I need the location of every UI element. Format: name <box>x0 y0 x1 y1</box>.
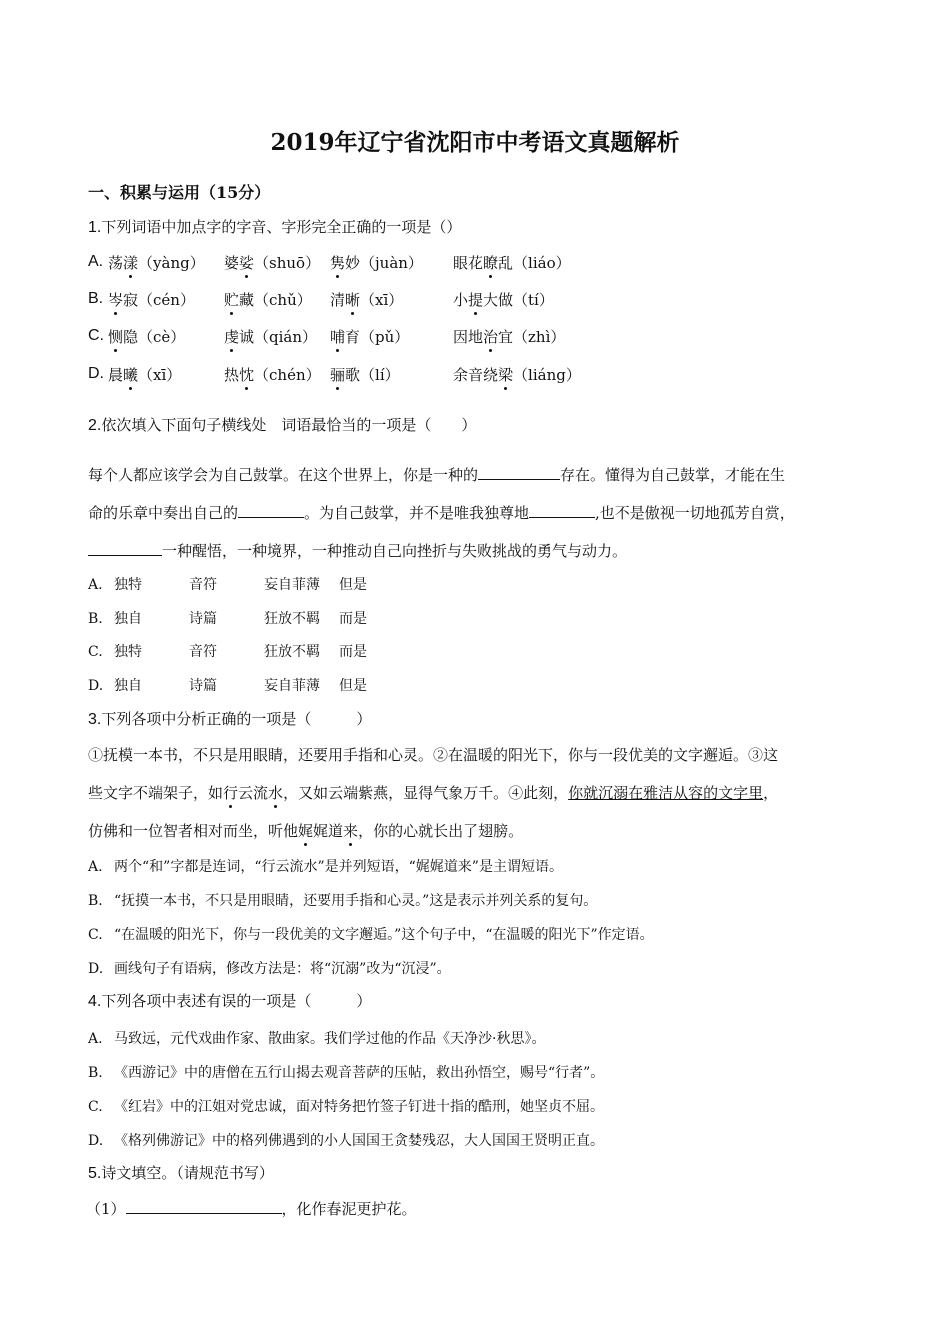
option-label: B. <box>88 611 103 627</box>
word-item <box>224 252 320 273</box>
question-number: 3. <box>88 711 102 728</box>
word-item <box>108 289 195 310</box>
option-word: 妄自菲薄 <box>264 678 320 694</box>
option-row <box>88 1130 604 1150</box>
dotted-char: 娓 <box>298 822 314 840</box>
option-text: 画线句子有语病，修改方法是：将“沉溺”改为“沉浸”。 <box>114 961 451 977</box>
option-label: A. <box>88 1031 103 1047</box>
option-row <box>88 289 110 308</box>
option-text: “抚摸一本书，不只是用眼睛，还要用手指和心灵。”这是表示并列关系的复句。 <box>114 893 598 909</box>
dotted-char: 漾 <box>123 254 139 272</box>
option-word: 独自 <box>114 611 142 627</box>
dotted-char: 贮 <box>224 291 240 309</box>
question-5-stem <box>88 1162 274 1183</box>
word-item <box>224 364 321 385</box>
dotted-char: 提 <box>468 291 484 309</box>
question-text: 下列词语中加点字的字音、字形完全正确的一项是（） <box>101 218 462 236</box>
word-pinyin: （yàng） <box>138 254 205 272</box>
passage-line: ①抚模一本书，不只是用眼睛，还要用手指和心灵。②在温暖的阳光下，你与一段优美的文字邂逅。③这 <box>88 746 779 764</box>
option-text: 两个“和”字都是连词，“行云流水”是并列短语，“娓娓道来”是主谓短语。 <box>114 859 563 875</box>
dotted-char: 曦 <box>123 366 139 384</box>
question-number: 1. <box>88 219 102 236</box>
word-pinyin: （shuō） <box>254 254 321 272</box>
option-text: 《格列佛游记》中的格列佛遇到的小人国国王贪婪残忍，大人国国王贤明正直。 <box>114 1133 604 1149</box>
word-pinyin: 隐（cè） <box>123 328 186 346</box>
word-pre: 热 <box>224 366 240 384</box>
question-1-stem <box>88 216 461 237</box>
word-item <box>453 252 571 273</box>
option-label: D. <box>88 961 104 977</box>
question-number: 5. <box>88 1165 102 1182</box>
word-item <box>108 326 185 347</box>
word-pre: 清 <box>330 291 346 309</box>
word-pinyin: （liáng） <box>513 366 581 384</box>
option-label: C. <box>88 1099 103 1115</box>
word-item <box>453 326 565 347</box>
dotted-char: 忱 <box>239 366 255 384</box>
word-item <box>330 289 403 310</box>
dotted-char: 瞭 <box>483 254 499 272</box>
option-label: D. <box>88 678 104 694</box>
option-label: D. <box>88 365 104 382</box>
dotted-char: 晰 <box>345 291 361 309</box>
word-pre: 小 <box>453 291 469 309</box>
word-item <box>453 289 554 310</box>
dotted-char: 哺 <box>330 328 346 346</box>
question-2-stem <box>88 414 476 435</box>
option-label: C. <box>88 927 103 943</box>
question-number: 2. <box>88 417 102 434</box>
option-row <box>88 958 451 978</box>
passage-line: 仿佛和一位智者相对而坐，听他娓娓道来，你的心就长出了翅膀。 <box>88 822 524 840</box>
option-word: 而是 <box>339 611 367 627</box>
word-pre: 婆 <box>224 254 240 272</box>
word-pinyin: （xī） <box>360 291 404 309</box>
word-item <box>330 326 409 347</box>
option-word: 妄自菲薄 <box>264 577 320 593</box>
dotted-char: 行 <box>223 784 239 802</box>
dotted-char: 岑 <box>108 291 124 309</box>
option-row <box>88 364 110 383</box>
question-4-stem <box>88 990 371 1011</box>
word-pre: 眼花 <box>453 254 484 272</box>
fill-blank <box>238 503 304 518</box>
option-label: C. <box>88 327 104 344</box>
passage-line: 每个人都应该学会为自己鼓掌。在这个世界上，你是一种的 存在。懂得为自己鼓掌，才能在生 <box>88 466 786 484</box>
dotted-char: 隽 <box>330 254 346 272</box>
passage-line: 些文字不端架子，如行云流水，又如云端紫燕，显得气象万千。④此刻，你就沉溺在雅洁从容的文字里， <box>88 784 779 802</box>
word-pre: 荡 <box>108 254 124 272</box>
option-word: 狂放不羁 <box>264 644 320 660</box>
question-3-stem <box>88 708 371 729</box>
dotted-char: 虔 <box>224 328 240 346</box>
word-item <box>224 326 317 347</box>
word-pre: 余音绕 <box>453 366 499 384</box>
dotted-char: 来 <box>343 822 359 840</box>
dotted-char: 恻 <box>108 328 124 346</box>
option-text: 马致远，元代戏曲作家、散曲家。我们学过他的作品《天净沙·秋思》。 <box>114 1031 546 1047</box>
option-row <box>88 641 414 661</box>
fill-blank <box>88 541 162 556</box>
question-text: 下列各项中分析正确的一项是（ ） <box>101 710 372 728</box>
option-word: 音符 <box>189 644 217 660</box>
option-word: 独自 <box>114 678 142 694</box>
option-word: 诗篇 <box>189 611 217 627</box>
word-pinyin: 妙（juàn） <box>345 254 423 272</box>
option-word: 但是 <box>339 678 367 694</box>
option-label: A. <box>88 859 103 875</box>
option-row <box>88 890 597 910</box>
dotted-char: 水 <box>268 784 284 802</box>
option-text: “在温暖的阳光下，你与一段优美的文字邂逅。”这个句子中，“在温暖的阳光下”作定语。 <box>114 927 654 943</box>
option-word: 独特 <box>114 577 142 593</box>
question-text: 下列各项中表述有误的一项是（ ） <box>101 992 372 1010</box>
option-word: 音符 <box>189 577 217 593</box>
option-word: 狂放不羁 <box>264 611 320 627</box>
word-pinyin: 育（pǔ） <box>345 328 410 346</box>
option-row <box>88 574 414 594</box>
word-pinyin: （xī） <box>138 366 182 384</box>
word-item <box>453 364 581 385</box>
section-heading: 一、积累与运用（15分） <box>88 183 271 202</box>
option-text: 《西游记》中的唐僧在五行山揭去观音菩萨的压帖，救出孙悟空，赐号“行者”。 <box>114 1065 605 1081</box>
option-row <box>88 1028 545 1048</box>
option-row <box>88 1062 604 1082</box>
option-label: B. <box>88 290 104 307</box>
word-item <box>108 252 205 273</box>
dotted-char: 骊 <box>330 366 346 384</box>
word-item <box>330 364 400 385</box>
option-word: 独特 <box>114 644 142 660</box>
option-label: C. <box>88 644 103 660</box>
question-text: 依次填入下面句子横线处 词语最恰当的一项是（ ） <box>101 416 477 434</box>
dotted-char: 治 <box>483 328 499 346</box>
option-word: 而是 <box>339 644 367 660</box>
option-row <box>88 675 414 695</box>
option-label: A. <box>88 577 103 593</box>
option-row <box>88 608 414 628</box>
fill-blank <box>478 465 560 480</box>
option-word: 但是 <box>339 577 367 593</box>
question-number: 4. <box>88 993 102 1010</box>
passage-line: 命的乐章中奏出自己的 。为自己鼓掌，并不是唯我独尊地 ,也不是傲视一切地孤芳自赏， <box>88 504 795 522</box>
word-pinyin: 歌（lí） <box>345 366 400 384</box>
word-pinyin: 藏（chǔ） <box>239 291 312 309</box>
option-label: D. <box>88 1133 104 1149</box>
option-row <box>88 252 110 271</box>
word-item <box>224 289 312 310</box>
dotted-char: 娑 <box>239 254 255 272</box>
word-pre: 因地 <box>453 328 484 346</box>
fill-blank <box>126 1199 282 1214</box>
word-item <box>108 364 181 385</box>
word-pinyin: 乱（liáo） <box>498 254 571 272</box>
word-pinyin: 诚（qián） <box>239 328 318 346</box>
dotted-char: 梁 <box>498 366 514 384</box>
option-label: A. <box>88 253 104 270</box>
question-text: 诗文填空。（请规范书写） <box>101 1164 274 1182</box>
page-title: 2019年辽宁省沈阳市中考语文真题解析 <box>270 129 680 156</box>
option-row <box>88 856 563 876</box>
option-label: B. <box>88 893 103 909</box>
word-pinyin: 大做（tí） <box>483 291 554 309</box>
option-text: 《红岩》中的江姐对党忠诚，面对特务把竹签子钉进十指的酷刑，她坚贞不屈。 <box>114 1099 604 1115</box>
option-word: 诗篇 <box>189 678 217 694</box>
option-row <box>88 1096 604 1116</box>
word-pinyin: （chén） <box>254 366 321 384</box>
underlined-sentence: 你就沉溺在雅洁从容的文字里 <box>568 784 764 802</box>
option-label: B. <box>88 1065 103 1081</box>
word-pinyin: 寂（cén） <box>123 291 195 309</box>
passage-line: 一种醒悟，一种境界，一种推动自己向挫折与失败挑战的勇气与动力。 <box>88 540 627 561</box>
word-pinyin: 宜（zhì） <box>498 328 566 346</box>
word-item <box>330 252 423 273</box>
word-pre: 晨 <box>108 366 124 384</box>
option-row <box>88 924 654 944</box>
fill-blank <box>529 503 595 518</box>
poem-fill-line: （1） ，化作春泥更护花。 <box>86 1200 417 1218</box>
option-row <box>88 326 110 345</box>
